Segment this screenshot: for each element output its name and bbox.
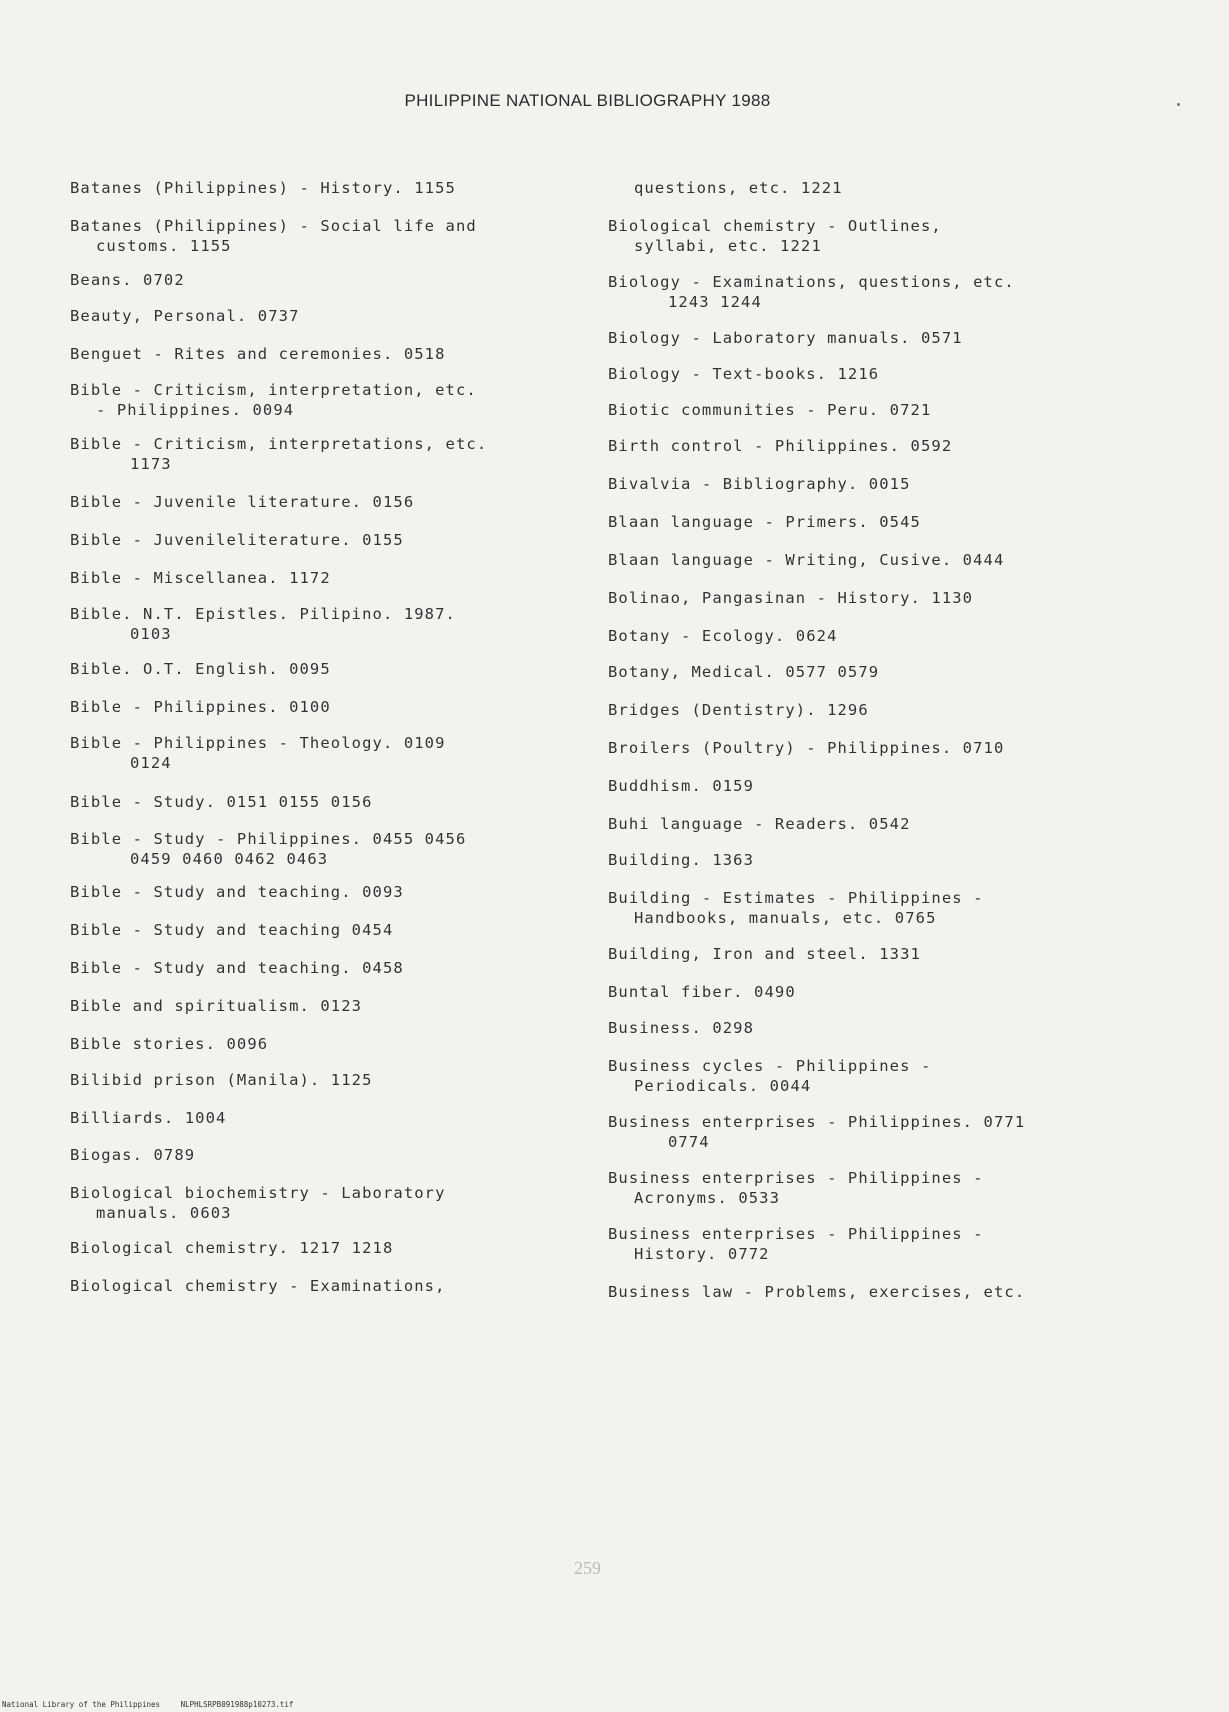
index-entry	[608, 216, 942, 256]
entry-heading: Benguet - Rites and ceremonies. 0518	[70, 345, 446, 363]
entry-heading: Bible stories. 0096	[70, 1035, 269, 1053]
entry-heading: questions, etc. 1221	[634, 179, 843, 197]
index-entry	[608, 474, 911, 494]
entry-heading: Blaan language - Writing, Cusive. 0444	[608, 551, 1005, 569]
entry-heading: Botany, Medical. 0577 0579	[608, 663, 880, 681]
index-entry	[70, 659, 331, 679]
entry-heading: Bible - Study and teaching 0454	[70, 921, 394, 939]
entry-heading: Business law - Problems, exercises, etc.	[608, 1283, 1026, 1301]
entry-heading: Blaan language - Primers. 0545	[608, 513, 921, 531]
index-entry	[70, 216, 477, 256]
index-entry	[608, 364, 879, 384]
index-entry	[608, 626, 838, 646]
index-entry	[70, 530, 404, 550]
entry-heading: Beauty, Personal. 0737	[70, 307, 300, 325]
index-entry	[608, 1056, 931, 1096]
entry-heading: Bible - Miscellanea. 1172	[70, 569, 331, 587]
index-entry	[70, 697, 331, 717]
entry-heading: Bridges (Dentistry). 1296	[608, 701, 869, 719]
index-entry	[70, 1145, 195, 1165]
entry-heading: Building, Iron and steel. 1331	[608, 945, 921, 963]
entry-heading: Bible - Juvenileliterature. 0155	[70, 531, 404, 549]
entry-heading: Biogas. 0789	[70, 1146, 196, 1164]
entry-heading: Bolinao, Pangasinan - History. 1130	[608, 589, 974, 607]
entry-heading: Biotic communities - Peru. 0721	[608, 401, 932, 419]
entry-heading: Bible - Criticism, interpretations, etc.	[70, 435, 488, 453]
entry-heading: Bible. O.T. English. 0095	[70, 660, 331, 678]
index-entry	[70, 492, 414, 512]
entry-continuation: 0459 0460 0462 0463	[130, 850, 329, 868]
index-entry	[608, 328, 963, 348]
index-entry	[70, 1276, 446, 1296]
entry-heading: Batanes (Philippines) - History. 1155	[70, 179, 456, 197]
entry-heading: Bible - Study - Philippines. 0455 0456	[70, 830, 467, 848]
entry-heading: Broilers (Poultry) - Philippines. 0710	[608, 739, 1005, 757]
index-entry	[608, 982, 796, 1002]
entry-heading: Botany - Ecology. 0624	[608, 627, 838, 645]
index-entry	[608, 1018, 754, 1038]
index-entry	[608, 1168, 984, 1208]
entry-heading: Biology - Text-books. 1216	[608, 365, 880, 383]
index-entry	[70, 380, 477, 420]
index-entry	[608, 272, 1015, 312]
index-entry	[608, 850, 754, 870]
entry-continuation: 0103	[130, 625, 172, 643]
index-entry	[608, 944, 921, 964]
entry-continuation: 0774	[668, 1133, 710, 1151]
entry-heading: Buhi language - Readers. 0542	[608, 815, 911, 833]
entry-heading: Biological biochemistry - Laboratory	[70, 1184, 446, 1202]
index-entry	[608, 588, 973, 608]
entry-heading: Business. 0298	[608, 1019, 755, 1037]
entry-heading: Bible - Criticism, interpretation, etc.	[70, 381, 477, 399]
entry-continuation: 1173	[130, 455, 172, 473]
entry-heading: Billiards. 1004	[70, 1109, 227, 1127]
entry-heading: Building - Estimates - Philippines -	[608, 889, 984, 907]
entry-heading: Bible - Study and teaching. 0458	[70, 959, 404, 977]
index-entry	[70, 568, 331, 588]
footer-file: NLPHLSRPB091988p10273.tif	[180, 1700, 294, 1709]
index-entry	[70, 792, 373, 812]
entry-heading: Biology - Laboratory manuals. 0571	[608, 329, 963, 347]
index-entry	[70, 604, 456, 644]
index-entry	[608, 662, 879, 682]
index-entry	[608, 178, 843, 198]
index-entry	[70, 434, 487, 474]
entry-continuation: 0124	[130, 754, 172, 772]
entry-continuation: 1243 1244	[668, 293, 762, 311]
index-entry	[70, 958, 404, 978]
entry-continuation: - Philippines. 0094	[96, 401, 295, 419]
entry-heading: Business enterprises - Philippines -	[608, 1225, 984, 1243]
entry-heading: Biological chemistry - Outlines,	[608, 217, 942, 235]
index-entry	[70, 996, 362, 1016]
entry-heading: Biological chemistry. 1217 1218	[70, 1239, 394, 1257]
entry-heading: Bible. N.T. Epistles. Pilipino. 1987.	[70, 605, 456, 623]
entry-continuation: Acronyms. 0533	[634, 1189, 781, 1207]
index-entry	[608, 512, 921, 532]
index-entry	[608, 436, 952, 456]
index-entry	[70, 270, 185, 290]
entry-heading: Business enterprises - Philippines. 0771	[608, 1113, 1026, 1131]
index-entry	[608, 888, 984, 928]
entry-heading: Birth control - Philippines. 0592	[608, 437, 953, 455]
index-entry	[608, 1224, 984, 1264]
entry-heading: Bivalvia - Bibliography. 0015	[608, 475, 911, 493]
page-title: PHILIPPINE NATIONAL BIBLIOGRAPHY 1988	[404, 91, 771, 110]
footer-library: National Library of the Philippines	[2, 1700, 161, 1709]
index-entry	[608, 738, 1004, 758]
index-entry	[608, 1282, 1025, 1302]
entry-continuation: customs. 1155	[96, 237, 232, 255]
index-entry	[70, 1183, 446, 1223]
entry-heading: Business cycles - Philippines -	[608, 1057, 932, 1075]
entry-continuation: Handbooks, manuals, etc. 0765	[634, 909, 937, 927]
entry-continuation: Periodicals. 0044	[634, 1077, 812, 1095]
index-entry	[70, 306, 300, 326]
entry-heading: Bible - Study and teaching. 0093	[70, 883, 404, 901]
entry-continuation: History. 0772	[634, 1245, 770, 1263]
entry-heading: Beans. 0702	[70, 271, 185, 289]
entry-heading: Building. 1363	[608, 851, 755, 869]
index-entry	[70, 1070, 373, 1090]
index-entry	[608, 700, 869, 720]
entry-heading: Business enterprises - Philippines -	[608, 1169, 984, 1187]
entry-heading: Bible - Study. 0151 0155 0156	[70, 793, 373, 811]
index-entry	[70, 1034, 268, 1054]
entry-heading: Biological chemistry - Examinations,	[70, 1277, 446, 1295]
entry-heading: Bible - Juvenile literature. 0156	[70, 493, 415, 511]
speck-mark	[1177, 103, 1180, 106]
index-entry	[70, 920, 393, 940]
entry-heading: Bible - Philippines - Theology. 0109	[70, 734, 446, 752]
entry-heading: Buddhism. 0159	[608, 777, 755, 795]
entry-continuation: manuals. 0603	[96, 1204, 232, 1222]
index-entry	[608, 1112, 1025, 1152]
index-entry	[608, 400, 931, 420]
page-number: 259	[574, 1558, 601, 1578]
entry-heading: Bible and spiritualism. 0123	[70, 997, 363, 1015]
entry-heading: Biology - Examinations, questions, etc.	[608, 273, 1015, 291]
index-entry	[70, 829, 466, 869]
index-entry	[70, 344, 446, 364]
index-entry	[70, 1238, 393, 1258]
index-entry	[608, 550, 1004, 570]
index-entry	[608, 776, 754, 796]
index-entry	[70, 733, 446, 773]
index-entry	[70, 178, 456, 198]
entry-heading: Bible - Philippines. 0100	[70, 698, 331, 716]
index-entry	[70, 882, 404, 902]
entry-heading: Bilibid prison (Manila). 1125	[70, 1071, 373, 1089]
entry-heading: Batanes (Philippines) - Social life and	[70, 217, 477, 235]
index-entry	[70, 1108, 226, 1128]
entry-continuation: syllabi, etc. 1221	[634, 237, 822, 255]
footer-note	[2, 1700, 309, 1710]
entry-heading: Buntal fiber. 0490	[608, 983, 796, 1001]
index-entry	[608, 814, 911, 834]
